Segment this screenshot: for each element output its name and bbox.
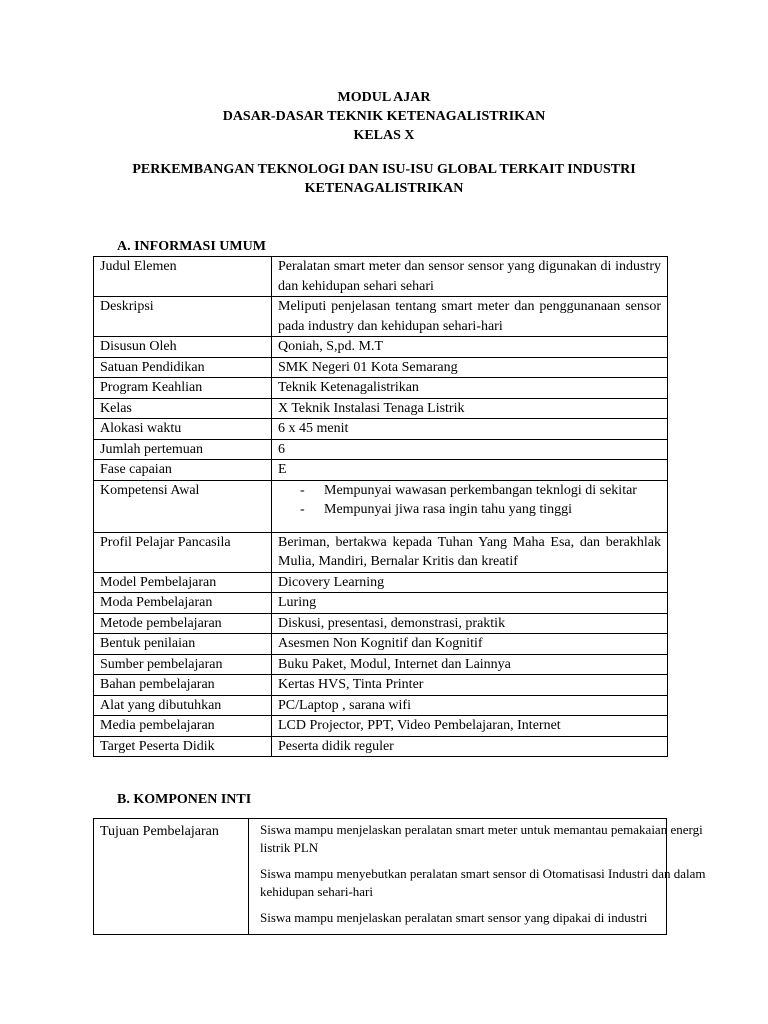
row-value: Diskusi, presentasi, demonstrasi, praktik <box>272 613 668 634</box>
table-row <box>94 297 668 337</box>
general-info-table <box>93 256 668 757</box>
general-info-rows <box>94 257 668 481</box>
list-item-text: Mempunyai jiwa rasa ingin tahu yang tinggi <box>324 502 573 517</box>
row-label: Model Pembelajaran <box>94 572 272 593</box>
row-label: Program Keahlian <box>94 378 272 399</box>
document-title: MODUL AJAR <box>337 90 431 105</box>
learning-goal: Siswa mampu menjelaskan peralatan smart sensor yang dipakai di industri <box>260 910 648 925</box>
table-row <box>94 593 668 614</box>
row-label: Deskripsi <box>94 297 272 337</box>
column-divider <box>248 819 249 934</box>
kompetensi-list <box>278 481 661 532</box>
subject-title: DASAR-DASAR TEKNIK KETENAGALISTRIKAN <box>222 109 546 124</box>
class-title: KELAS X <box>353 128 415 143</box>
table-row <box>94 675 668 696</box>
row-label: Jumlah pertemuan <box>94 439 272 460</box>
row-label: Bentuk penilaian <box>94 634 272 655</box>
row-value: Meliputi penjelasan tentang smart meter dan penggunanaan sensor pada industry dan kehidupan sehari-hari <box>272 297 668 337</box>
row-label: Metode pembelajaran <box>94 613 272 634</box>
topic-title-line2: KETENAGALISTRIKAN <box>304 181 464 196</box>
kompetensi-row-group <box>94 480 668 532</box>
row-value: Buku Paket, Modul, Internet dan Lainnya <box>272 654 668 675</box>
section-b-heading: B. KOMPONEN INTI <box>117 792 252 807</box>
row-value: Beriman, bertakwa kepada Tuhan Yang Maha Esa, dan berakhlak Mulia, Mandiri, Bernalar Kritis dan kreatif <box>272 532 668 572</box>
tujuan-label: Tujuan Pembelajaran <box>100 824 219 839</box>
row-value: LCD Projector, PPT, Video Pembelajaran, Internet <box>272 716 668 737</box>
row-value: SMK Negeri 01 Kota Semarang <box>272 357 668 378</box>
table-row <box>94 572 668 593</box>
row-label: Fase capaian <box>94 460 272 481</box>
row-value: Peserta didik reguler <box>272 736 668 757</box>
table-row <box>94 419 668 440</box>
table-row <box>94 480 668 532</box>
row-value: 6 x 45 menit <box>272 419 668 440</box>
row-label: Satuan Pendidikan <box>94 357 272 378</box>
table-row <box>94 378 668 399</box>
row-value: Teknik Ketenagalistrikan <box>272 378 668 399</box>
bullet-dash: - <box>300 502 305 517</box>
row-label: Profil Pelajar Pancasila <box>94 532 272 572</box>
row-label: Target Peserta Didik <box>94 736 272 757</box>
table-row <box>94 357 668 378</box>
row-value: Peralatan smart meter dan sensor sensor yang digunakan di industry dan kehidupan sehari sehari <box>272 257 668 297</box>
row-value: Qoniah, S,pd. M.T <box>272 337 668 358</box>
row-value: PC/Laptop , sarana wifi <box>272 695 668 716</box>
table-row <box>94 695 668 716</box>
table-row <box>94 439 668 460</box>
row-value <box>272 480 668 532</box>
table-row <box>94 460 668 481</box>
topic-title-line1: PERKEMBANGAN TEKNOLOGI DAN ISU-ISU GLOBAL TERKAIT INDUSTRI <box>132 162 636 177</box>
row-value: Kertas HVS, Tinta Printer <box>272 675 668 696</box>
row-label: Media pembelajaran <box>94 716 272 737</box>
row-label: Judul Elemen <box>94 257 272 297</box>
row-label: Alat yang dibutuhkan <box>94 695 272 716</box>
list-item-text: Mempunyai wawasan perkembangan teknlogi di sekitar <box>324 482 637 498</box>
list-item <box>278 500 661 520</box>
row-label: Kompetensi Awal <box>94 480 272 532</box>
row-value: Dicovery Learning <box>272 572 668 593</box>
table-row <box>94 613 668 634</box>
table-row <box>94 634 668 655</box>
table-row <box>94 736 668 757</box>
row-label: Bahan pembelajaran <box>94 675 272 696</box>
row-label: Moda Pembelajaran <box>94 593 272 614</box>
table-row <box>94 654 668 675</box>
row-value: Asesmen Non Kognitif dan Kognitif <box>272 634 668 655</box>
table-row <box>94 532 668 572</box>
row-label: Alokasi waktu <box>94 419 272 440</box>
komponen-inti-table <box>93 818 706 935</box>
section-a-heading: A. INFORMASI UMUM <box>117 239 266 254</box>
learning-goal: Siswa mampu menyebutkan peralatan smart sensor di Otomatisasi Industri dan dalam kehidupan sehari-hari <box>260 866 706 899</box>
tujuan-goals <box>260 821 720 935</box>
list-item <box>278 481 661 501</box>
row-value: X Teknik Instalasi Tenaga Listrik <box>272 398 668 419</box>
row-value: E <box>272 460 668 481</box>
row-value: Luring <box>272 593 668 614</box>
row-label: Kelas <box>94 398 272 419</box>
row-label: Sumber pembelajaran <box>94 654 272 675</box>
row-value: 6 <box>272 439 668 460</box>
row-label: Disusun Oleh <box>94 337 272 358</box>
table-row <box>94 398 668 419</box>
learning-goal: Siswa mampu menjelaskan peralatan smart meter untuk memantau pemakaian energi listrik PLN <box>260 822 703 855</box>
bullet-dash: - <box>300 482 305 498</box>
table-row <box>94 257 668 297</box>
table-row <box>94 716 668 737</box>
table-row <box>94 337 668 358</box>
general-info-rows-2 <box>94 532 668 757</box>
